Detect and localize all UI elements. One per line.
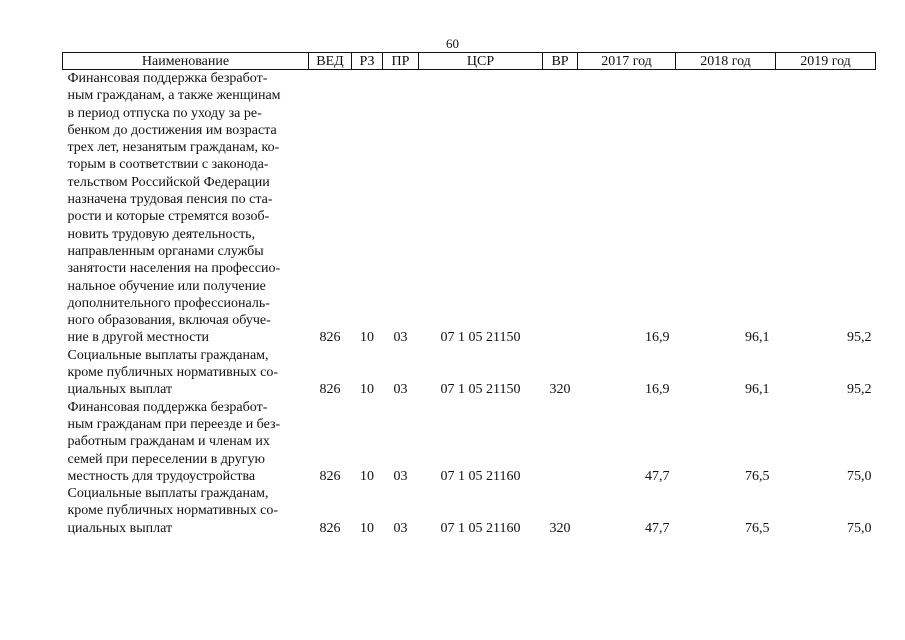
row-rz: 10 [360, 468, 374, 484]
row-ved: 826 [319, 330, 341, 346]
row-2019: 75,0 [847, 468, 872, 484]
table-header [63, 53, 876, 70]
header-row [63, 53, 876, 70]
row-ved: 826 [319, 468, 341, 484]
row-name: Финансовая поддержка безработ- ным гражданам при переезде и без- работным гражданам и членам их семей при переселении в другую местность для трудоустройства [67, 399, 281, 484]
header-2019: 2019 год [776, 53, 876, 70]
row-ved: 826 [319, 382, 341, 398]
row-2017: 47,7 [645, 468, 670, 484]
row-2018: 76,5 [745, 520, 770, 536]
row-rz: 10 [360, 520, 374, 536]
row-2017: 47,7 [645, 520, 670, 536]
row-ved: 826 [319, 520, 341, 536]
row-2018: 76,5 [745, 468, 770, 484]
row-rz: 10 [360, 382, 374, 398]
row-vr [543, 70, 578, 347]
table-row [63, 485, 876, 537]
row-2017: 16,9 [645, 330, 670, 346]
row-2019: 95,2 [847, 330, 872, 346]
header-pr: ПР [383, 53, 419, 70]
row-csr: 07 1 05 21150 [440, 382, 521, 398]
budget-table [62, 52, 876, 537]
row-csr: 07 1 05 21160 [440, 520, 521, 536]
row-2017: 16,9 [645, 382, 670, 398]
header-vr: ВР [543, 53, 578, 70]
table-row [63, 347, 876, 399]
row-name: Социальные выплаты гражданам, кроме публичных нормативных со- циальных выплат [67, 347, 278, 398]
row-pr: 03 [393, 330, 408, 346]
row-vr [543, 399, 578, 485]
row-csr: 07 1 05 21160 [440, 468, 521, 484]
table-row [63, 70, 876, 347]
row-pr: 03 [393, 382, 408, 398]
row-2018: 96,1 [745, 382, 770, 398]
row-csr: 07 1 05 21150 [440, 330, 521, 346]
header-2017: 2017 год [578, 53, 676, 70]
row-pr: 03 [393, 468, 408, 484]
row-2019: 95,2 [847, 382, 872, 398]
page-number: 60 [446, 36, 459, 51]
row-vr: 320 [549, 520, 571, 536]
row-name: Социальные выплаты гражданам, кроме публичных нормативных со- циальных выплат [67, 486, 278, 536]
table-row [63, 399, 876, 485]
header-csr: ЦСР [419, 53, 543, 70]
row-name: Финансовая поддержка безработ- ным гражданам, а также женщинам в период отпуска по уходу за ре- бенком до достижения им возраста трех лет, незанятым гражданам, ко- торым в соответствии с законода- тельством Российской Федерации назначена трудовая пенсия по ста- рости и которые стремятся возоб- новить трудовую деятельность, направленным органами службы занятости населения на профессио- нальное обучение или получение дополнительного профессиональ- ного образования, включая обуче- ние в другой местности [67, 71, 281, 346]
row-vr: 320 [549, 382, 571, 398]
table-body [63, 70, 876, 538]
header-ved: ВЕД [309, 53, 352, 70]
row-pr: 03 [393, 520, 408, 536]
row-2019: 75,0 [847, 520, 872, 536]
header-name: Наименование [63, 53, 309, 70]
row-2018: 96,1 [745, 330, 770, 346]
header-2018: 2018 год [676, 53, 776, 70]
header-rz: РЗ [352, 53, 383, 70]
row-rz: 10 [360, 330, 374, 346]
